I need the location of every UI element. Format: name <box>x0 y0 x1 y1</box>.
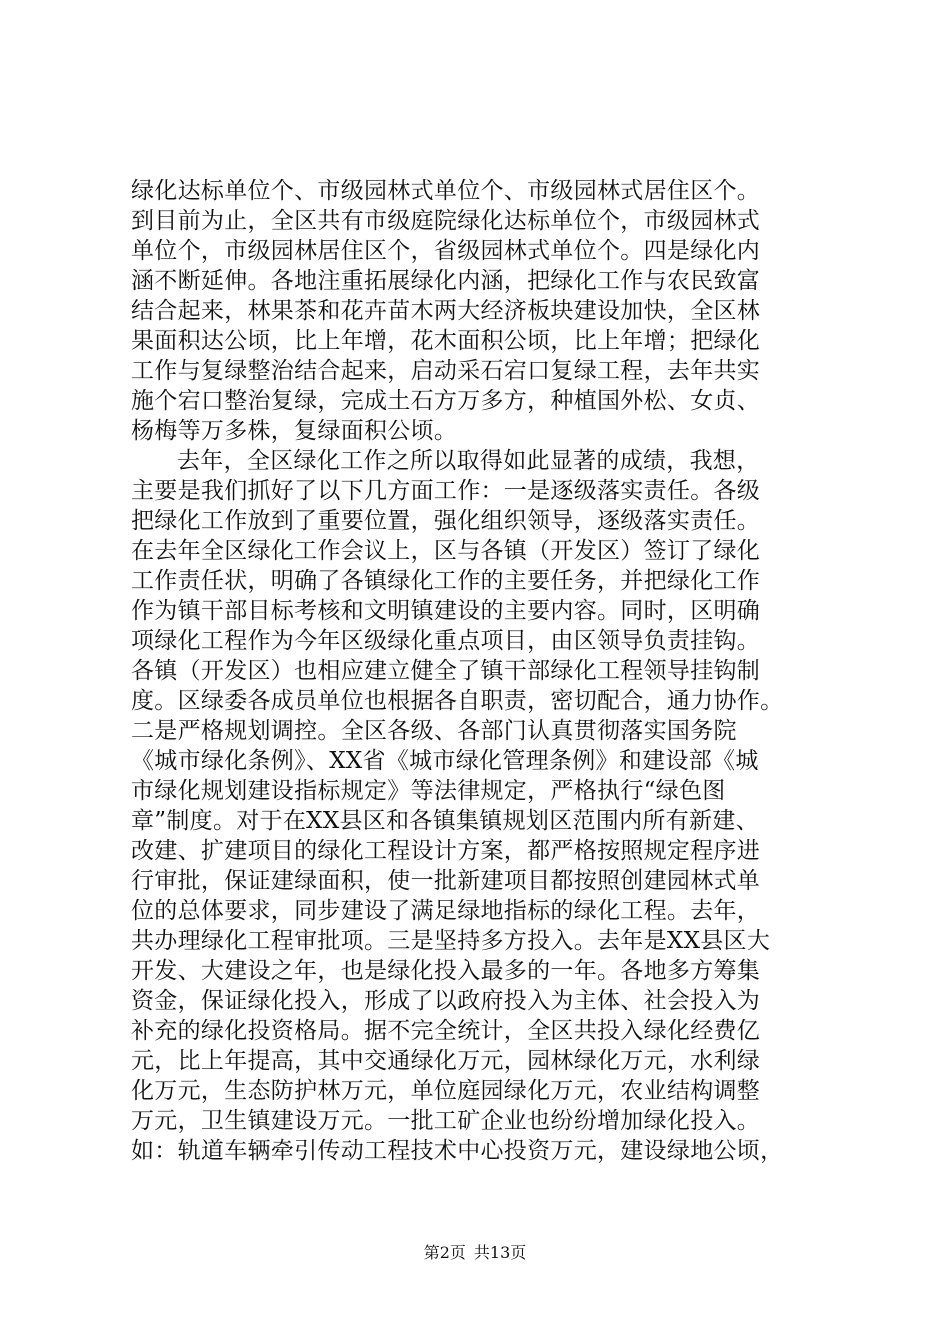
text-line: 工作与复绿整治结合起来，启动采石宕口复绿工程，去年共实 <box>131 358 761 384</box>
text-line: 化万元，生态防护林万元，单位庭园绿化万元，农业结构调整 <box>131 1078 761 1104</box>
text-line: 结合起来，林果茶和花卉苗木两大经济板块建设加快，全区林 <box>131 298 761 324</box>
page-total: 共13页 <box>473 1243 527 1262</box>
text-line: 补充的绿化投资格局。据不完全统计，全区共投入绿化经费亿 <box>131 1018 761 1044</box>
text-line: 开发、大建设之年，也是绿化投入最多的一年。各地多方筹集 <box>131 958 761 984</box>
text-line: 章”制度。对于在XX县区和各镇集镇规划区范围内所有新建、 <box>131 808 759 834</box>
text-line: 改建、扩建项目的绿化工程设计方案，都严格按照规定程序进 <box>131 838 761 864</box>
text-line: 到目前为止，全区共有市级庭院绿化达标单位个，市级园林式 <box>131 208 761 234</box>
text-line: 主要是我们抓好了以下几方面工作：一是逐级落实责任。各级 <box>131 478 761 504</box>
page-footer <box>0 1243 950 1263</box>
text-line: 二是严格规划调控。全区各级、各部门认真贯彻落实国务院 <box>131 718 737 744</box>
text-line: 杨梅等万多株，复绿面积公顷。 <box>131 418 458 444</box>
text-line: 在去年全区绿化工作会议上，区与各镇（开发区）签订了绿化 <box>131 538 761 564</box>
text-line: 《城市绿化条例》、XX省《城市绿化管理条例》和建设部《城 <box>131 748 759 774</box>
text-line: 涵不断延伸。各地注重拓展绿化内涵，把绿化工作与农民致富 <box>131 268 761 294</box>
page-number: 第2页 <box>423 1243 466 1262</box>
body-text <box>131 176 821 1166</box>
text-line: 资金，保证绿化投入，形成了以政府投入为主体、社会投入为 <box>131 988 761 1014</box>
paragraph-start-line: 去年，全区绿化工作之所以取得如此显著的成绩，我想， <box>177 448 760 474</box>
text-line: 工作责任状，明确了各镇绿化工作的主要任务，并把绿化工作 <box>131 568 761 594</box>
text-line: 绿化达标单位个、市级园林式单位个、市级园林式居住区个。 <box>131 178 761 204</box>
text-line: 作为镇干部目标考核和文明镇建设的主要内容。同时，区明确 <box>131 598 761 624</box>
text-line: 行审批，保证建绿面积，使一批新建项目都按照创建园林式单 <box>131 868 761 894</box>
text-line: 施个宕口整治复绿，完成土石方万多方，种植国外松、女贞、 <box>131 388 761 414</box>
text-line: 市绿化规划建设指标规定》等法律规定，严格执行“绿色图 <box>131 778 726 804</box>
text-line: 共办理绿化工程审批项。三是坚持多方投入。去年是XX县区大 <box>131 928 771 954</box>
text-line: 项绿化工程作为今年区级绿化重点项目，由区领导负责挂钩。 <box>131 628 761 654</box>
text-line: 如：轨道车辆牵引传动工程技术中心投资万元，建设绿地公顷， <box>131 1138 784 1164</box>
text-line: 位的总体要求，同步建设了满足绿地指标的绿化工程。去年， <box>131 898 761 924</box>
text-line: 各镇（开发区）也相应建立健全了镇干部绿化工程领导挂钩制 <box>131 658 761 684</box>
text-line: 把绿化工作放到了重要位置，强化组织领导，逐级落实责任。 <box>131 508 761 534</box>
text-line: 单位个，市级园林居住区个，省级园林式单位个。四是绿化内 <box>131 238 761 264</box>
text-line: 元，比上年提高，其中交通绿化万元，园林绿化万元，水利绿 <box>131 1048 761 1074</box>
text-line: 万元，卫生镇建设万元。一批工矿企业也纷纷增加绿化投入。 <box>131 1108 761 1134</box>
text-line: 果面积达公顷，比上年增，花木面积公顷，比上年增；把绿化 <box>131 328 761 354</box>
text-line: 度。区绿委各成员单位也根据各自职责，密切配合，通力协作。 <box>131 688 784 714</box>
